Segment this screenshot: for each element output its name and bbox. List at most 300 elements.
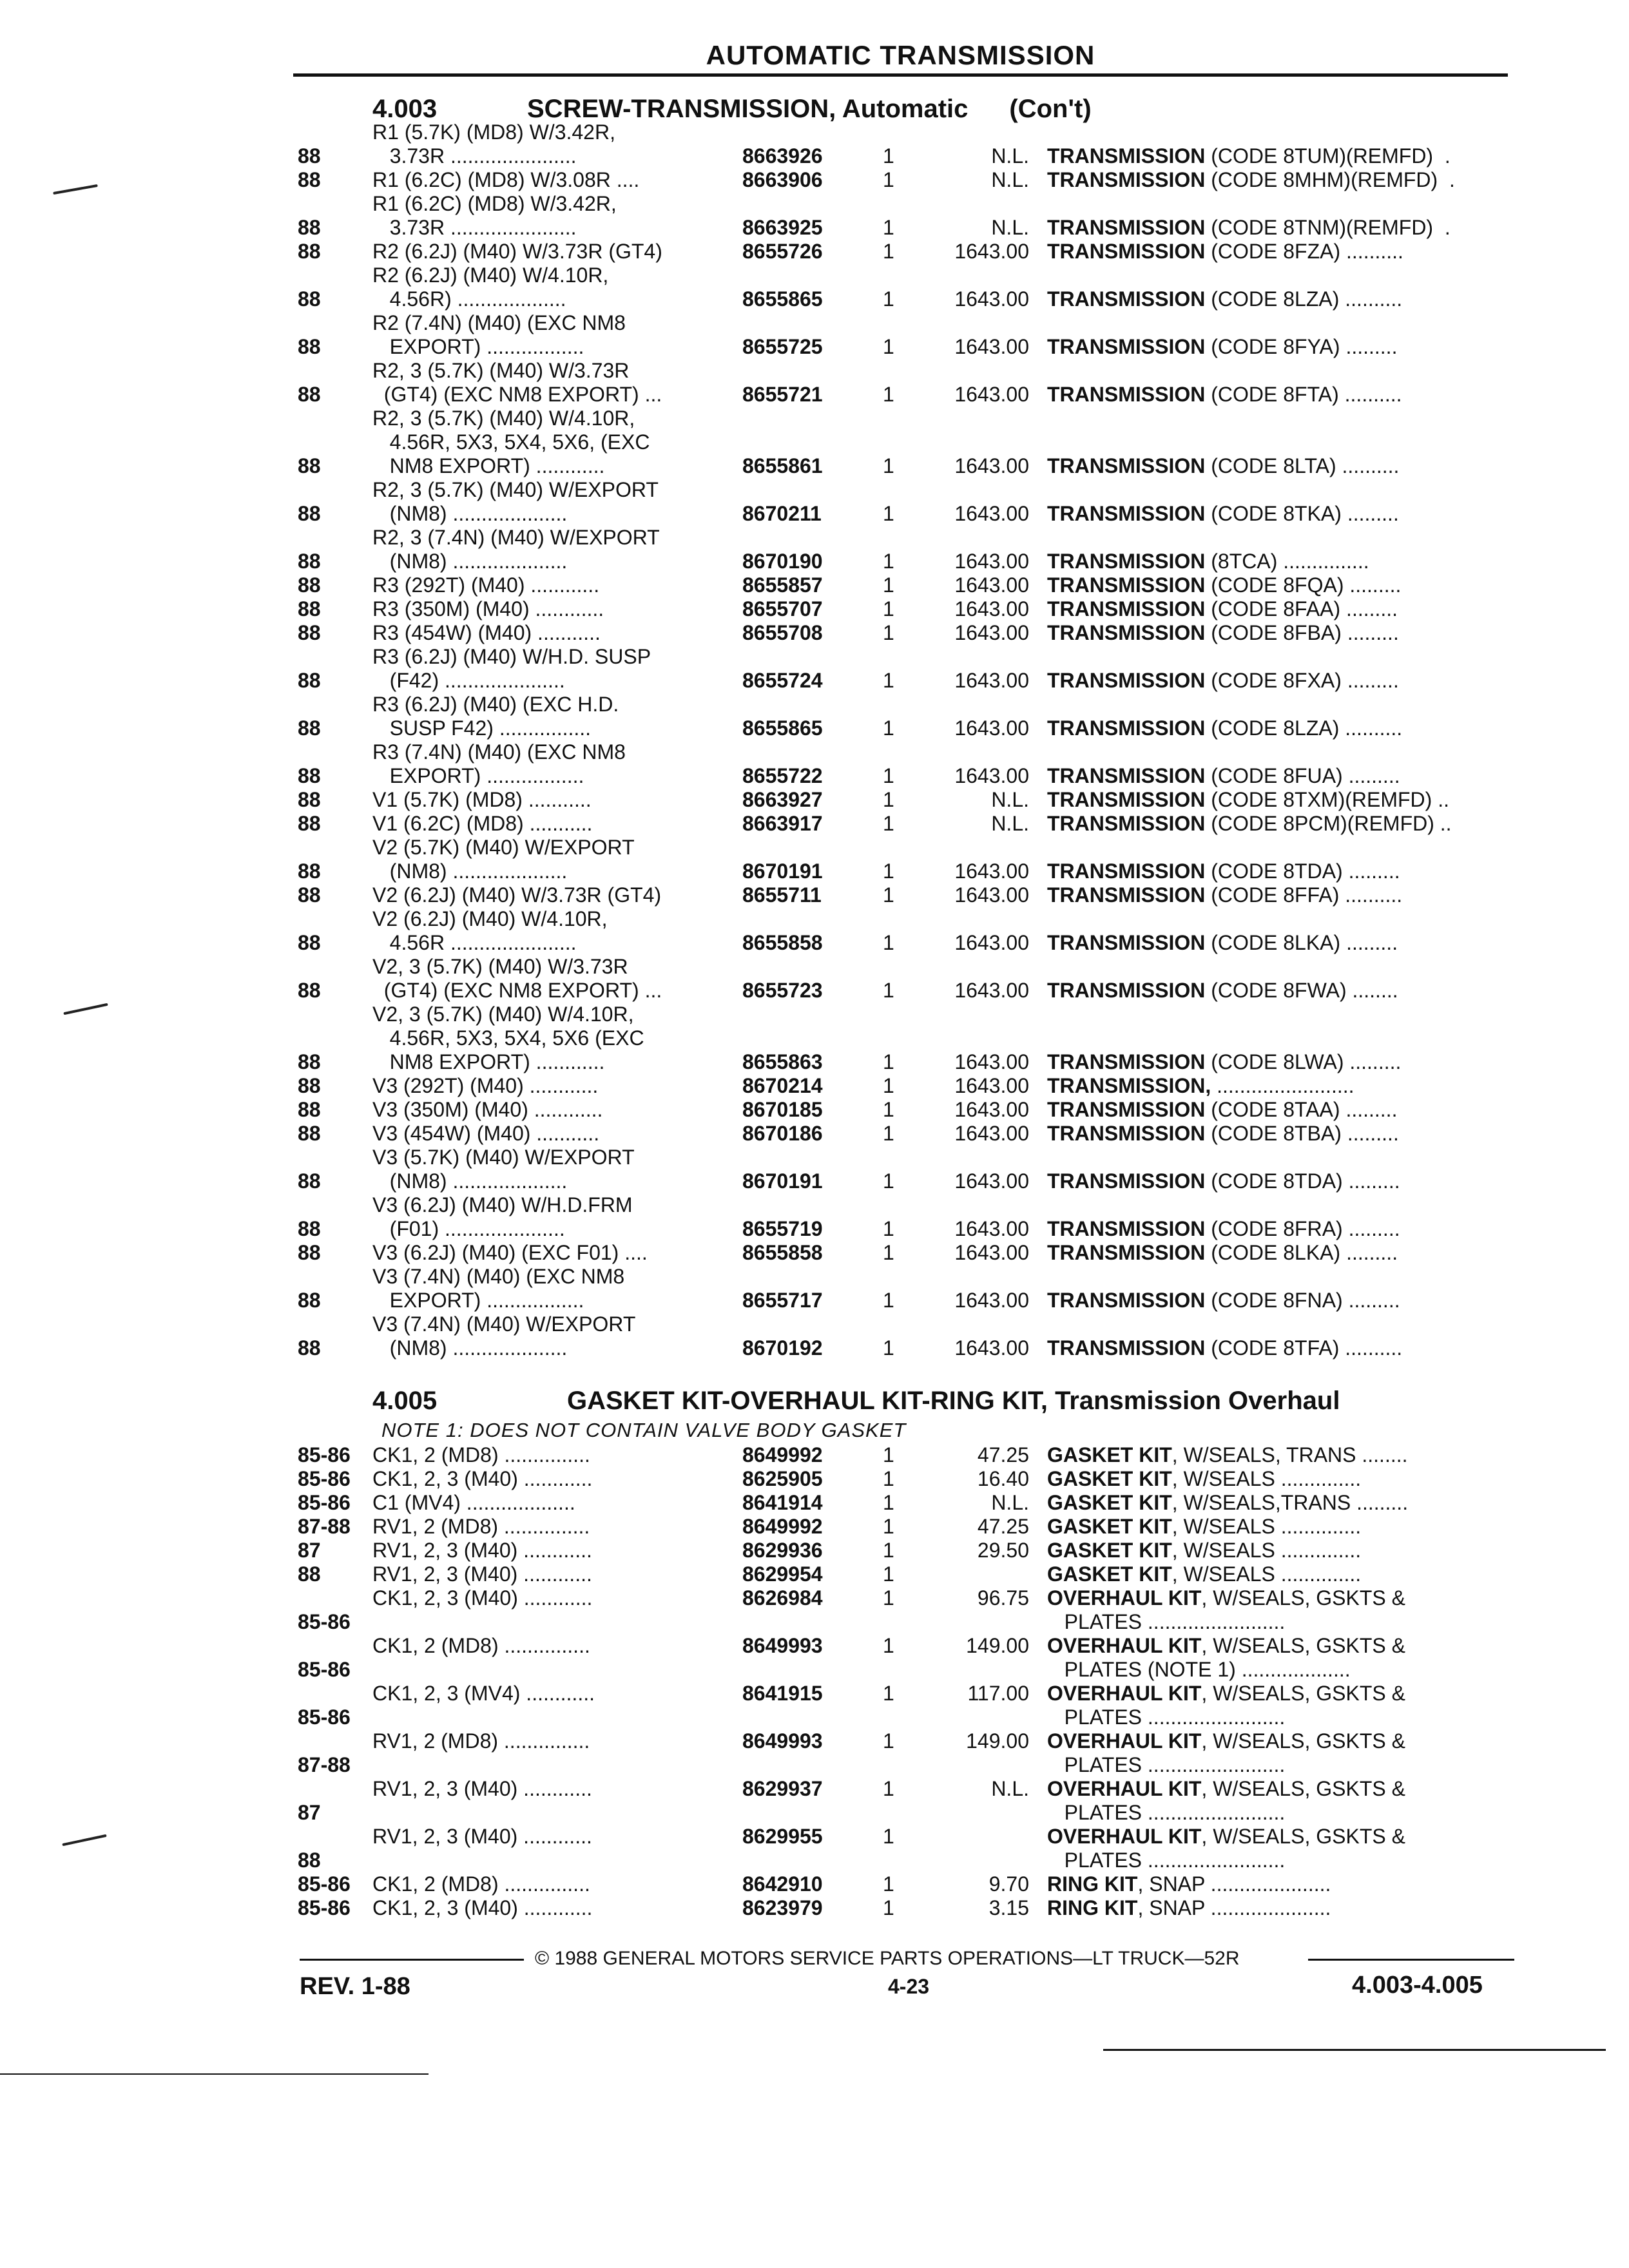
part-spec: (CODE 8FYA) ......... [1205, 335, 1398, 358]
part-number: 8655865 [742, 287, 823, 311]
part-description [1047, 1586, 1405, 1634]
part-name: TRANSMISSION [1047, 1169, 1206, 1193]
part-name: TRANSMISSION, [1047, 1074, 1211, 1097]
model-year: 88 [298, 931, 321, 954]
application-desc: R3 (6.2J) (M40) (EXC H.D. SUSP F42) ................ [372, 693, 619, 740]
part-spec: , W/SEALS .............. [1171, 1515, 1362, 1538]
application-desc: R1 (6.2C) (MD8) W/3.08R .... [372, 168, 640, 191]
application-desc: V3 (6.2J) (M40) (EXC F01) .... [372, 1241, 648, 1264]
part-number: 8655865 [742, 716, 823, 740]
section-number: 4.005 [372, 1387, 438, 1415]
model-year: 85-86 [298, 1467, 351, 1490]
part-name: GASKET KIT [1047, 1562, 1172, 1586]
parts-row [0, 597, 1629, 621]
part-spec: (CODE 8TXM)(REMFD) .. [1205, 788, 1449, 811]
parts-row [0, 1241, 1629, 1265]
quantity: 1 [883, 168, 894, 191]
application-desc: V3 (454W) (M40) ........... [372, 1122, 600, 1145]
application-desc: CK1, 2, 3 (MV4) ............ [372, 1682, 595, 1705]
price: 1643.00 [954, 764, 1029, 787]
parts-row [0, 645, 1629, 693]
parts-row [0, 478, 1629, 526]
parts-row [0, 621, 1629, 645]
parts-row [0, 1122, 1629, 1146]
part-description [1047, 1491, 1408, 1515]
application-desc: CK1, 2 (MD8) ............... [372, 1443, 590, 1466]
model-year: 88 [298, 716, 321, 740]
price: 1643.00 [954, 1336, 1029, 1360]
application-desc: V1 (5.7K) (MD8) ........... [372, 788, 592, 811]
part-spec: (CODE 8LZA) .......... [1205, 716, 1403, 740]
part-description [1047, 1122, 1399, 1146]
part-number: 8655858 [742, 931, 823, 954]
application-desc: R2, 3 (7.4N) (M40) W/EXPORT (NM8) .................... [372, 526, 660, 573]
price: N.L. [991, 812, 1029, 835]
quantity: 1 [883, 1515, 894, 1538]
parts-row [0, 1634, 1629, 1682]
part-description [1047, 1825, 1405, 1872]
parts-row [0, 1729, 1629, 1777]
section-title: SCREW-TRANSMISSION, Automatic [527, 95, 969, 123]
part-spec: , W/SEALS .............. [1171, 1539, 1362, 1562]
footer-rule-right [1308, 1959, 1514, 1961]
part-description [1047, 1682, 1405, 1729]
part-number: 8655717 [742, 1289, 823, 1312]
price: N.L. [991, 1777, 1029, 1800]
part-description [1047, 788, 1449, 812]
parts-row [0, 955, 1629, 1003]
quantity: 1 [883, 716, 894, 740]
part-name: TRANSMISSION [1047, 335, 1206, 358]
model-year: 88 [298, 573, 321, 597]
part-spec: (CODE 8TUM)(REMFD) . [1205, 144, 1451, 168]
application-desc: V2, 3 (5.7K) (M40) W/4.10R, 4.56R, 5X3, 5X4, 5X6 (EXC NM8 EXPORT) ............ [372, 1003, 644, 1073]
part-description [1047, 1098, 1397, 1122]
part-name: TRANSMISSION [1047, 240, 1206, 263]
quantity: 1 [883, 1217, 894, 1240]
price: 47.25 [977, 1515, 1029, 1538]
price: 1643.00 [954, 931, 1029, 954]
part-name: OVERHAUL KIT [1047, 1729, 1202, 1753]
price: 117.00 [967, 1682, 1029, 1705]
price: 1643.00 [954, 1241, 1029, 1264]
model-year: 88 [298, 454, 321, 477]
application-desc: V3 (7.4N) (M40) (EXC NM8 EXPORT) ................. [372, 1265, 625, 1312]
model-year: 88 [298, 502, 321, 525]
quantity: 1 [883, 1336, 894, 1360]
part-spec: , SNAP ..................... [1137, 1872, 1331, 1896]
part-description [1047, 1241, 1398, 1265]
part-number: 8629937 [742, 1777, 823, 1800]
quantity: 1 [883, 240, 894, 263]
part-spec: (CODE 8TDA) ......... [1205, 860, 1400, 883]
quantity: 1 [883, 1491, 894, 1514]
price: 1643.00 [954, 1098, 1029, 1121]
quantity: 1 [883, 597, 894, 620]
part-name: GASKET KIT [1047, 1443, 1172, 1466]
part-number: 8655861 [742, 454, 823, 477]
quantity: 1 [883, 1169, 894, 1193]
part-number: 8670191 [742, 1169, 823, 1193]
part-description [1047, 1467, 1361, 1491]
part-number: 8670185 [742, 1098, 823, 1121]
part-name: OVERHAUL KIT [1047, 1682, 1202, 1705]
part-number: 8670186 [742, 1122, 823, 1145]
quantity: 1 [883, 144, 894, 168]
section-title: GASKET KIT-OVERHAUL KIT-RING KIT, Transmission Overhaul [567, 1387, 1340, 1415]
part-number: 8663927 [742, 788, 823, 811]
parts-row [0, 1586, 1629, 1634]
price: 3.15 [988, 1896, 1029, 1919]
price: 47.25 [977, 1443, 1029, 1466]
part-number: 8655863 [742, 1050, 823, 1073]
application-desc: V2 (6.2J) (M40) W/4.10R, 4.56R ...................... [372, 907, 608, 954]
model-year: 88 [298, 1849, 321, 1872]
price: N.L. [991, 168, 1029, 191]
application-desc: R1 (6.2C) (MD8) W/3.42R, 3.73R ...................... [372, 192, 617, 239]
model-year: 88 [298, 764, 321, 787]
quantity: 1 [883, 1467, 894, 1490]
price: 16.40 [977, 1467, 1029, 1490]
part-number: 8642910 [742, 1872, 823, 1896]
price: 1643.00 [954, 1289, 1029, 1312]
parts-row [0, 1515, 1629, 1539]
parts-row [0, 1098, 1629, 1122]
quantity: 1 [883, 1586, 894, 1610]
quantity: 1 [883, 502, 894, 525]
price: 1643.00 [954, 240, 1029, 263]
quantity: 1 [883, 335, 894, 358]
part-description [1047, 240, 1403, 264]
part-description [1047, 716, 1402, 740]
price: 1643.00 [954, 716, 1029, 740]
part-number: 8629955 [742, 1825, 823, 1848]
model-year: 88 [298, 1217, 321, 1240]
parts-row [0, 1491, 1629, 1515]
part-number: 8641915 [742, 1682, 823, 1705]
footer-rule-left [300, 1959, 524, 1961]
quantity: 1 [883, 1729, 894, 1753]
part-spec: , W/SEALS, GSKTS & PLATES ........................ [1064, 1825, 1405, 1872]
model-year: 88 [298, 788, 321, 811]
part-name: TRANSMISSION [1047, 573, 1206, 597]
parts-row [0, 1872, 1629, 1896]
parts-row [0, 311, 1629, 359]
part-name: TRANSMISSION [1047, 383, 1206, 406]
part-name: RING KIT [1047, 1896, 1138, 1919]
parts-row [0, 168, 1629, 192]
price: 1643.00 [954, 979, 1029, 1002]
model-year: 85-86 [298, 1896, 351, 1919]
price: 1643.00 [954, 383, 1029, 406]
price: N.L. [991, 1491, 1029, 1514]
price: 1643.00 [954, 1169, 1029, 1193]
model-year: 87 [298, 1801, 321, 1824]
part-description [1047, 1515, 1361, 1539]
part-number: 8655724 [742, 669, 823, 692]
part-name: TRANSMISSION [1047, 979, 1206, 1002]
part-description [1047, 1634, 1405, 1682]
part-number: 8649993 [742, 1634, 823, 1657]
parts-row [0, 1825, 1629, 1872]
part-number: 8663917 [742, 812, 823, 835]
parts-row [0, 264, 1629, 311]
parts-row [0, 812, 1629, 836]
application-desc: R3 (454W) (M40) ........... [372, 621, 601, 644]
part-spec: (CODE 8PCM)(REMFD) .. [1205, 812, 1452, 835]
part-spec: (CODE 8MHM)(REMFD) . [1205, 168, 1455, 191]
part-name: OVERHAUL KIT [1047, 1825, 1202, 1848]
part-number: 8649992 [742, 1443, 823, 1466]
part-number: 8655726 [742, 240, 823, 263]
parts-row [0, 1193, 1629, 1241]
part-name: GASKET KIT [1047, 1467, 1172, 1490]
part-spec: , W/SEALS .............. [1171, 1467, 1362, 1490]
part-spec: (CODE 8FNA) ......... [1205, 1289, 1400, 1312]
part-name: TRANSMISSION [1047, 1098, 1206, 1121]
part-description [1047, 931, 1398, 955]
part-description [1047, 383, 1402, 407]
application-desc: C1 (MV4) ................... [372, 1491, 575, 1514]
parts-row [0, 1312, 1629, 1360]
model-year: 88 [298, 860, 321, 883]
quantity: 1 [883, 1872, 894, 1896]
part-number: 8655725 [742, 335, 823, 358]
part-number: 8641914 [742, 1491, 823, 1514]
part-number: 8670190 [742, 550, 823, 573]
application-desc: CK1, 2, 3 (M40) ............ [372, 1467, 593, 1490]
quantity: 1 [883, 1825, 894, 1848]
application-desc: V3 (350M) (M40) ............ [372, 1098, 603, 1121]
part-name: TRANSMISSION [1047, 144, 1206, 168]
model-year: 88 [298, 240, 321, 263]
part-name: TRANSMISSION [1047, 1050, 1206, 1073]
part-spec: , W/SEALS,TRANS ......... [1171, 1491, 1409, 1514]
application-desc: V3 (292T) (M40) ............ [372, 1074, 599, 1097]
part-spec: (CODE 8LKA) ......... [1205, 931, 1398, 954]
model-year: 88 [298, 812, 321, 835]
quantity: 1 [883, 1682, 894, 1705]
quantity: 1 [883, 1098, 894, 1121]
model-year: 88 [298, 1074, 321, 1097]
quantity: 1 [883, 1443, 894, 1466]
part-spec: (CODE 8FQA) ......... [1205, 573, 1402, 597]
parts-row [0, 1074, 1629, 1098]
part-description [1047, 1074, 1354, 1098]
model-year: 88 [298, 669, 321, 692]
part-number: 8629936 [742, 1539, 823, 1562]
quantity: 1 [883, 860, 894, 883]
part-name: OVERHAUL KIT [1047, 1586, 1202, 1610]
part-name: OVERHAUL KIT [1047, 1777, 1202, 1800]
application-desc: R2, 3 (5.7K) (M40) W/EXPORT (NM8) .................... [372, 478, 659, 525]
part-spec: (CODE 8FFA) .......... [1205, 883, 1403, 907]
price: N.L. [991, 216, 1029, 239]
part-number: 8655721 [742, 383, 823, 406]
section-note: NOTE 1: DOES NOT CONTAIN VALVE BODY GASKET [381, 1419, 907, 1441]
model-year: 88 [298, 144, 321, 168]
part-name: TRANSMISSION [1047, 1217, 1206, 1240]
application-desc: CK1, 2, 3 (M40) ............ [372, 1586, 593, 1610]
quantity: 1 [883, 550, 894, 573]
application-desc: V2 (5.7K) (M40) W/EXPORT (NM8) .................... [372, 836, 635, 883]
price: 1643.00 [954, 860, 1029, 883]
parts-row [0, 240, 1629, 264]
model-year: 85-86 [298, 1443, 351, 1466]
part-description [1047, 669, 1399, 693]
quantity: 1 [883, 669, 894, 692]
part-name: RING KIT [1047, 1872, 1138, 1896]
part-number: 8670211 [742, 502, 822, 525]
parts-row [0, 883, 1629, 907]
quantity: 1 [883, 454, 894, 477]
part-description [1047, 1169, 1400, 1193]
part-number: 8649992 [742, 1515, 823, 1538]
part-spec: (CODE 8LWA) ......... [1205, 1050, 1402, 1073]
application-desc: RV1, 2, 3 (M40) ............ [372, 1825, 592, 1848]
part-number: 8655719 [742, 1217, 823, 1240]
price: 1643.00 [954, 621, 1029, 644]
part-name: TRANSMISSION [1047, 716, 1206, 740]
price: 1643.00 [954, 883, 1029, 907]
price: 1643.00 [954, 287, 1029, 311]
footer-revision: REV. 1-88 [300, 1973, 410, 2000]
part-spec: (CODE 8FBA) ......... [1205, 621, 1399, 644]
price: 1643.00 [954, 550, 1029, 573]
part-name: TRANSMISSION [1047, 168, 1206, 191]
price: 1643.00 [954, 1074, 1029, 1097]
application-desc: RV1, 2, 3 (M40) ............ [372, 1562, 592, 1586]
model-year: 88 [298, 335, 321, 358]
part-number: 8655858 [742, 1241, 823, 1264]
part-number: 8670192 [742, 1336, 823, 1360]
bottom-rule-left [0, 2073, 429, 2075]
application-desc: R2, 3 (5.7K) (M40) W/3.73R (GT4) (EXC NM8 EXPORT) ... [372, 359, 662, 406]
part-description [1047, 502, 1399, 526]
parts-row [0, 192, 1629, 240]
part-spec: (CODE 8TKA) ......... [1205, 502, 1399, 525]
part-spec: ........................ [1211, 1074, 1354, 1097]
parts-row [0, 788, 1629, 812]
part-description [1047, 1289, 1400, 1312]
part-description [1047, 550, 1369, 573]
parts-row [0, 740, 1629, 788]
model-year: 88 [298, 1122, 321, 1145]
part-number: 8655707 [742, 597, 823, 620]
quantity: 1 [883, 931, 894, 954]
model-year: 88 [298, 1336, 321, 1360]
application-desc: CK1, 2, 3 (M40) ............ [372, 1896, 593, 1919]
application-desc: R3 (6.2J) (M40) W/H.D. SUSP (F42) ..................... [372, 645, 651, 692]
parts-row [0, 1146, 1629, 1193]
price: 1643.00 [954, 1217, 1029, 1240]
quantity: 1 [883, 979, 894, 1002]
part-name: GASKET KIT [1047, 1539, 1172, 1562]
quantity: 1 [883, 1562, 894, 1586]
application-desc: V3 (5.7K) (M40) W/EXPORT (NM8) .................... [372, 1146, 635, 1193]
quantity: 1 [883, 573, 894, 597]
part-spec: (CODE 8TNM)(REMFD) . [1205, 216, 1451, 239]
parts-row [0, 1003, 1629, 1074]
price: 1643.00 [954, 454, 1029, 477]
part-name: TRANSMISSION [1047, 669, 1206, 692]
part-number: 8625905 [742, 1467, 823, 1490]
part-description [1047, 1443, 1408, 1467]
part-spec: (CODE 8FZA) .......... [1205, 240, 1403, 263]
application-desc: RV1, 2 (MD8) ............... [372, 1729, 590, 1753]
model-year: 85-86 [298, 1872, 351, 1896]
model-year: 88 [298, 1050, 321, 1073]
application-desc: R1 (5.7K) (MD8) W/3.42R, 3.73R ...................... [372, 120, 615, 168]
model-year: 85-86 [298, 1491, 351, 1514]
part-number: 8655857 [742, 573, 823, 597]
part-spec: , W/SEALS, GSKTS & PLATES ........................ [1064, 1777, 1405, 1824]
part-spec: (8TCA) ............... [1205, 550, 1369, 573]
quantity: 1 [883, 1777, 894, 1800]
quantity: 1 [883, 287, 894, 311]
model-year: 87 [298, 1539, 321, 1562]
part-number: 8670214 [742, 1074, 823, 1097]
part-spec: (CODE 8FAA) ......... [1205, 597, 1398, 620]
part-number: 8655723 [742, 979, 823, 1002]
part-description [1047, 1539, 1361, 1562]
part-name: TRANSMISSION [1047, 621, 1206, 644]
part-number: 8663926 [742, 144, 823, 168]
parts-row [0, 907, 1629, 955]
model-year: 88 [298, 1289, 321, 1312]
model-year: 88 [298, 621, 321, 644]
model-year: 88 [298, 168, 321, 191]
part-description [1047, 1336, 1402, 1360]
model-year: 85-86 [298, 1658, 351, 1681]
price: 29.50 [977, 1539, 1029, 1562]
application-desc: R3 (292T) (M40) ............ [372, 573, 600, 597]
part-name: TRANSMISSION [1047, 1241, 1206, 1264]
part-name: TRANSMISSION [1047, 788, 1206, 811]
parts-row [0, 359, 1629, 407]
price: 1643.00 [954, 573, 1029, 597]
part-name: TRANSMISSION [1047, 883, 1206, 907]
footer-section-code: 4.003-4.005 [1352, 1972, 1483, 1999]
parts-row [0, 1896, 1629, 1920]
section-number: 4.003 [372, 95, 438, 123]
part-number: 8629954 [742, 1562, 823, 1586]
part-name: TRANSMISSION [1047, 502, 1206, 525]
application-desc: R3 (7.4N) (M40) (EXC NM8 EXPORT) ................. [372, 740, 626, 787]
part-name: TRANSMISSION [1047, 287, 1206, 311]
price: 1643.00 [954, 502, 1029, 525]
price: 1643.00 [954, 597, 1029, 620]
parts-row [0, 693, 1629, 740]
part-spec: , W/SEALS .............. [1171, 1562, 1362, 1586]
model-year: 85-86 [298, 1610, 351, 1633]
part-name: OVERHAUL KIT [1047, 1634, 1202, 1657]
model-year: 88 [298, 383, 321, 406]
parts-row [0, 1562, 1629, 1586]
part-description [1047, 287, 1402, 311]
part-description [1047, 573, 1401, 597]
application-desc: R3 (350M) (M40) ............ [372, 597, 604, 620]
price: 1643.00 [954, 335, 1029, 358]
part-number: 8655722 [742, 764, 823, 787]
part-description [1047, 1562, 1361, 1586]
application-desc: R2 (6.2J) (M40) W/4.10R, 4.56R) ................... [372, 264, 609, 311]
parts-row [0, 1443, 1629, 1467]
part-number: 8623979 [742, 1896, 823, 1919]
model-year: 87-88 [298, 1753, 351, 1776]
price: 1643.00 [954, 669, 1029, 692]
page-header: AUTOMATIC TRANSMISSION [706, 40, 1095, 70]
